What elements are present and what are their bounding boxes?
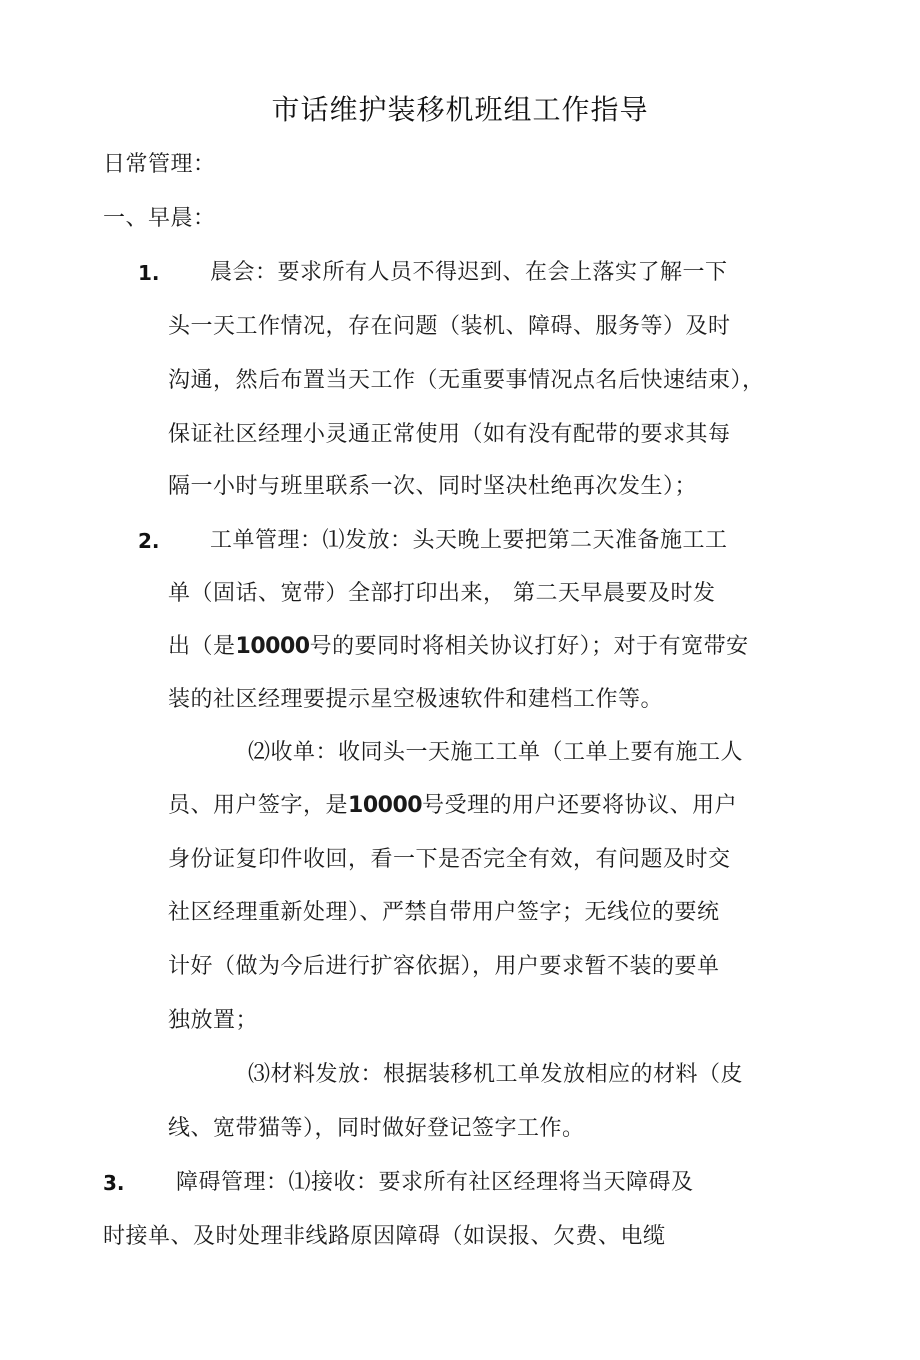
paragraph-line: ⑶材料发放：根据装移机工单发放相应的材料（皮: [248, 1062, 744, 1087]
line-text: 号的要同时将相关协议打好）；对于有宽带安: [309, 634, 749, 659]
paragraph-line: 身份证复印件收回，看一下是否完全有效，有问题及时交: [168, 847, 731, 872]
paragraph-line: 装的社区经理要提示星空极速软件和建档工作等。: [168, 687, 664, 712]
paragraph-line: 保证社区经理小灵通正常使用（如有没有配带的要求其每: [168, 422, 731, 447]
item-number: 1.: [138, 261, 160, 285]
service-number: 10000: [348, 793, 423, 818]
paragraph-line: 独放置；: [168, 1008, 259, 1033]
subsection-heading: 一、早晨：: [103, 206, 216, 231]
line-text: 员、用户签字，是: [168, 793, 349, 818]
paragraph-line: [168, 632, 749, 662]
paragraph-line: 晨会：要求所有人员不得迟到、在会上落实了解一下: [210, 260, 728, 285]
paragraph-line: 头一天工作情况，存在问题（装机、障碍、服务等）及时: [168, 314, 731, 339]
service-number: 10000: [235, 634, 310, 659]
paragraph-line: 工单管理：⑴发放：头天晚上要把第二天准备施工工: [210, 528, 728, 553]
paragraph-line: 障碍管理：⑴接收：要求所有社区经理将当天障碍及: [176, 1170, 694, 1195]
line-text: 号受理的用户还要将协议、用户: [422, 793, 738, 818]
paragraph-line: 线、宽带猫等），同时做好登记签字工作。: [168, 1116, 585, 1141]
paragraph-line: 沟通，然后布置当天工作（无重要事情况点名后快速结束），: [168, 368, 765, 393]
item-number: 2.: [138, 529, 160, 553]
paragraph-line: 时接单、及时处理非线路原因障碍（如误报、欠费、电缆: [103, 1224, 666, 1249]
paragraph-line: 社区经理重新处理）、严禁自带用户签字；无线位的要统: [168, 900, 720, 925]
paragraph-line: ⑵收单：收同头一天施工工单（工单上要有施工人: [248, 740, 744, 765]
item-number: 3.: [103, 1171, 125, 1195]
line-text: 出（是: [168, 634, 236, 659]
paragraph-line: [168, 791, 737, 821]
document-title: 市话维护装移机班组工作指导: [271, 93, 649, 126]
paragraph-line: 计好（做为今后进行扩容依据），用户要求暂不装的要单: [168, 954, 720, 979]
section-heading: 日常管理：: [103, 152, 216, 177]
paragraph-line: 隔一小时与班里联系一次、同时坚决杜绝再次发生）；: [168, 474, 698, 499]
paragraph-line: 单（固话、宽带）全部打印出来， 第二天早晨要及时发: [168, 581, 716, 606]
